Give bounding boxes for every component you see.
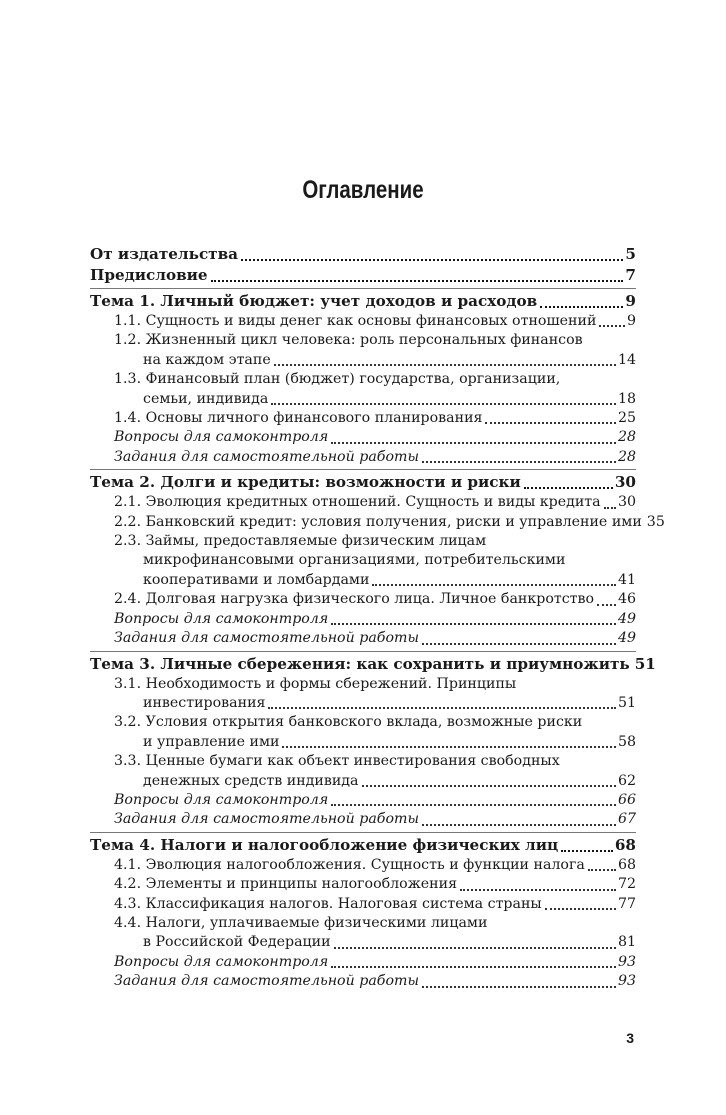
toc-entry-line: микрофинансовыми организациями, потребительскими bbox=[143, 552, 566, 569]
dot-leader bbox=[540, 304, 623, 308]
toc-subsection-entry[interactable] bbox=[90, 532, 636, 590]
toc-entry-label: в Российской Федерации bbox=[143, 934, 331, 951]
toc-page-number: 51 bbox=[617, 694, 636, 711]
toc-page-number: 49 bbox=[617, 610, 636, 627]
toc-subsection-entry[interactable] bbox=[90, 914, 636, 953]
toc-entry-line bbox=[114, 351, 636, 370]
dot-leader bbox=[460, 887, 616, 891]
toc-entry-label: инвестирования bbox=[143, 694, 266, 711]
toc-entry-line bbox=[114, 772, 636, 791]
toc-subsection-entry[interactable] bbox=[90, 448, 636, 467]
toc-page-number: 41 bbox=[617, 571, 636, 588]
toc-page-number: 28 bbox=[617, 429, 636, 446]
dot-leader bbox=[485, 420, 615, 424]
dot-leader bbox=[422, 984, 616, 988]
dot-leader bbox=[597, 602, 616, 606]
toc-entry-label: Вопросы для самоконтроля bbox=[114, 953, 329, 970]
toc-page-number: 68 bbox=[614, 835, 636, 854]
toc-entry-line: 1.2. Жизненный цикл человека: роль персональных финансов bbox=[114, 332, 583, 349]
toc-subsection-entry[interactable] bbox=[90, 953, 636, 972]
toc-subsection-entry[interactable] bbox=[90, 610, 636, 629]
dot-leader bbox=[268, 705, 615, 709]
page-title: Оглавление bbox=[302, 176, 424, 204]
toc-entry-label: 2.1. Эволюция кредитных отношений. Сущность и виды кредита bbox=[114, 494, 601, 511]
toc-entry-line bbox=[114, 933, 636, 952]
toc-entry-label: Тема 3. Личные сбережения: как сохранить и приумножить bbox=[90, 654, 630, 673]
toc-entry-label: 2.2. Банковский кредит: условия получения, риски и управление ими bbox=[114, 513, 642, 530]
dot-leader bbox=[331, 964, 616, 968]
toc-entry-label: Тема 1. Личный бюджет: учет доходов и расходов bbox=[90, 292, 538, 310]
toc-page-number: 28 bbox=[617, 448, 636, 465]
toc-entry-line bbox=[114, 390, 636, 409]
toc-page-number: 51 bbox=[634, 654, 656, 673]
toc-page-number: 30 bbox=[617, 494, 636, 511]
toc-page-number: 77 bbox=[617, 895, 636, 912]
page-number: 3 bbox=[626, 1030, 634, 1046]
toc-subsection-entry[interactable] bbox=[90, 629, 636, 648]
toc-page-number: 66 bbox=[617, 791, 636, 808]
toc-entry-label: Вопросы для самоконтроля bbox=[114, 610, 329, 627]
toc-front-entry[interactable] bbox=[90, 244, 636, 265]
topic-block bbox=[90, 652, 656, 832]
toc-page-number: 58 bbox=[617, 733, 636, 750]
toc-front-entry[interactable] bbox=[90, 265, 636, 286]
toc-entry-label: 2.4. Долговая нагрузка физического лица. Личное банкротство bbox=[114, 591, 595, 608]
toc-page-number: 14 bbox=[617, 351, 636, 368]
toc-subsection-entry[interactable] bbox=[90, 590, 636, 609]
toc-page-number: 68 bbox=[617, 856, 636, 873]
toc-subsection-entry[interactable] bbox=[90, 875, 636, 894]
dot-leader bbox=[561, 848, 613, 852]
topic-block bbox=[90, 470, 665, 650]
dot-leader bbox=[588, 867, 616, 871]
dot-leader bbox=[362, 783, 616, 787]
dot-leader bbox=[334, 945, 616, 949]
dot-leader bbox=[422, 641, 616, 645]
toc-subsection-entry[interactable] bbox=[90, 312, 636, 331]
toc-entry-label: Вопросы для самоконтроля bbox=[114, 429, 329, 446]
toc-entry-label: Задания для самостоятельной работы bbox=[114, 630, 419, 647]
dot-leader bbox=[211, 278, 624, 282]
toc-subsection-entry[interactable] bbox=[90, 713, 636, 752]
toc-subsection-entry[interactable] bbox=[90, 370, 636, 409]
toc-entry-label: 4.2. Элементы и принципы налогообложения bbox=[114, 876, 458, 893]
toc-page-number: 62 bbox=[617, 772, 636, 789]
toc-subsection-entry[interactable] bbox=[90, 752, 636, 791]
toc-entry-line: 3.2. Условия открытия банковского вклада, возможные риски bbox=[114, 714, 583, 731]
dot-leader bbox=[422, 822, 616, 826]
toc-entry-label: кооперативами и ломбардами bbox=[143, 571, 370, 588]
toc-page-number: 9 bbox=[625, 292, 636, 310]
toc-page-number: 49 bbox=[617, 630, 636, 647]
toc-subsection-entry[interactable] bbox=[90, 675, 636, 714]
toc-entry-label: Вопросы для самоконтроля bbox=[114, 791, 329, 808]
toc-entry-label: денежных средств индивида bbox=[143, 772, 359, 789]
toc-subsection-entry[interactable] bbox=[90, 513, 665, 532]
toc-entry-label: От издательства bbox=[90, 245, 238, 263]
topic-block bbox=[90, 833, 636, 994]
toc-subsection-entry[interactable] bbox=[90, 810, 636, 829]
toc-entry-line: 3.1. Необходимость и формы сбережений. Принципы bbox=[114, 675, 517, 692]
toc-entry-label: и управление ими bbox=[143, 733, 280, 750]
dot-leader bbox=[274, 362, 616, 366]
toc-entry-label: 1.4. Основы личного финансового планирования bbox=[114, 410, 483, 427]
dot-leader bbox=[545, 906, 616, 910]
dot-leader bbox=[271, 401, 616, 405]
toc-entry-label: Тема 4. Налоги и налогообложение физических лиц bbox=[90, 835, 559, 854]
toc-page-number: 7 bbox=[625, 266, 636, 284]
toc-topic-entry[interactable] bbox=[90, 291, 636, 312]
toc-entry-line bbox=[114, 571, 636, 590]
toc-subsection-entry[interactable] bbox=[90, 895, 636, 914]
toc-entry-label: Предисловие bbox=[90, 266, 208, 284]
dot-leader bbox=[282, 744, 615, 748]
toc-topic-entry[interactable] bbox=[90, 472, 636, 493]
dot-leader bbox=[422, 459, 616, 463]
toc-entry-label: семьи, индивида bbox=[143, 390, 269, 407]
topic-block bbox=[90, 289, 636, 469]
toc-page-number: 93 bbox=[617, 973, 636, 990]
toc-entry-line bbox=[114, 694, 636, 713]
toc-entry-label: 4.1. Эволюция налогообложения. Сущность и функции налога bbox=[114, 856, 585, 873]
dot-leader bbox=[524, 485, 613, 489]
dot-leader bbox=[331, 621, 616, 625]
toc-entry-line: 4.4. Налоги, уплачиваемые физическими лицами bbox=[114, 914, 488, 931]
toc-entry-line: 1.3. Финансовый план (бюджет) государства, организации, bbox=[114, 371, 561, 388]
toc-entry-label: Задания для самостоятельной работы bbox=[114, 448, 419, 465]
toc-page-number: 18 bbox=[617, 390, 636, 407]
toc-topic-entry[interactable] bbox=[90, 654, 656, 675]
front-matter-block bbox=[90, 242, 636, 288]
toc-subsection-entry[interactable] bbox=[90, 972, 636, 991]
toc-page-number: 30 bbox=[614, 473, 636, 492]
dot-leader bbox=[604, 505, 616, 509]
dot-leader bbox=[331, 802, 616, 806]
toc-subsection-entry[interactable] bbox=[90, 791, 636, 810]
toc-subsection-entry[interactable] bbox=[90, 428, 636, 447]
toc-subsection-entry[interactable] bbox=[90, 493, 636, 512]
toc-page-number: 25 bbox=[617, 410, 636, 427]
dot-leader bbox=[372, 582, 616, 586]
toc-page-number: 46 bbox=[617, 591, 636, 608]
toc-page-number: 35 bbox=[646, 513, 665, 530]
dot-leader bbox=[331, 440, 616, 444]
toc-subsection-entry[interactable] bbox=[90, 331, 636, 370]
toc-entry-line: 3.3. Ценные бумаги как объект инвестирования свободных bbox=[114, 753, 560, 770]
toc-entry-line: 2.3. Займы, предоставляемые физическим лицам bbox=[114, 533, 487, 550]
toc-entry-label: 1.1. Сущность и виды денег как основы финансовых отношений bbox=[114, 313, 597, 329]
toc-entry-line bbox=[114, 733, 636, 752]
toc-page-number: 67 bbox=[617, 811, 636, 828]
toc-page-number: 9 bbox=[626, 313, 636, 329]
toc-page-number: 72 bbox=[617, 876, 636, 893]
toc-page-number: 81 bbox=[617, 934, 636, 951]
toc-entry-label: Задания для самостоятельной работы bbox=[114, 973, 419, 990]
toc-topic-entry[interactable] bbox=[90, 835, 636, 856]
dot-leader bbox=[599, 323, 625, 327]
toc-page-number: 5 bbox=[625, 245, 636, 263]
table-of-contents bbox=[90, 242, 665, 994]
toc-subsection-entry[interactable] bbox=[90, 856, 636, 875]
dot-leader bbox=[241, 257, 623, 261]
toc-subsection-entry[interactable] bbox=[90, 409, 636, 428]
toc-page-number: 93 bbox=[617, 953, 636, 970]
toc-entry-label: 4.3. Классификация налогов. Налоговая система страны bbox=[114, 895, 542, 912]
toc-entry-label: Задания для самостоятельной работы bbox=[114, 811, 419, 828]
toc-entry-label: Тема 2. Долги и кредиты: возможности и риски bbox=[90, 473, 521, 492]
toc-entry-label: на каждом этапе bbox=[143, 351, 271, 368]
